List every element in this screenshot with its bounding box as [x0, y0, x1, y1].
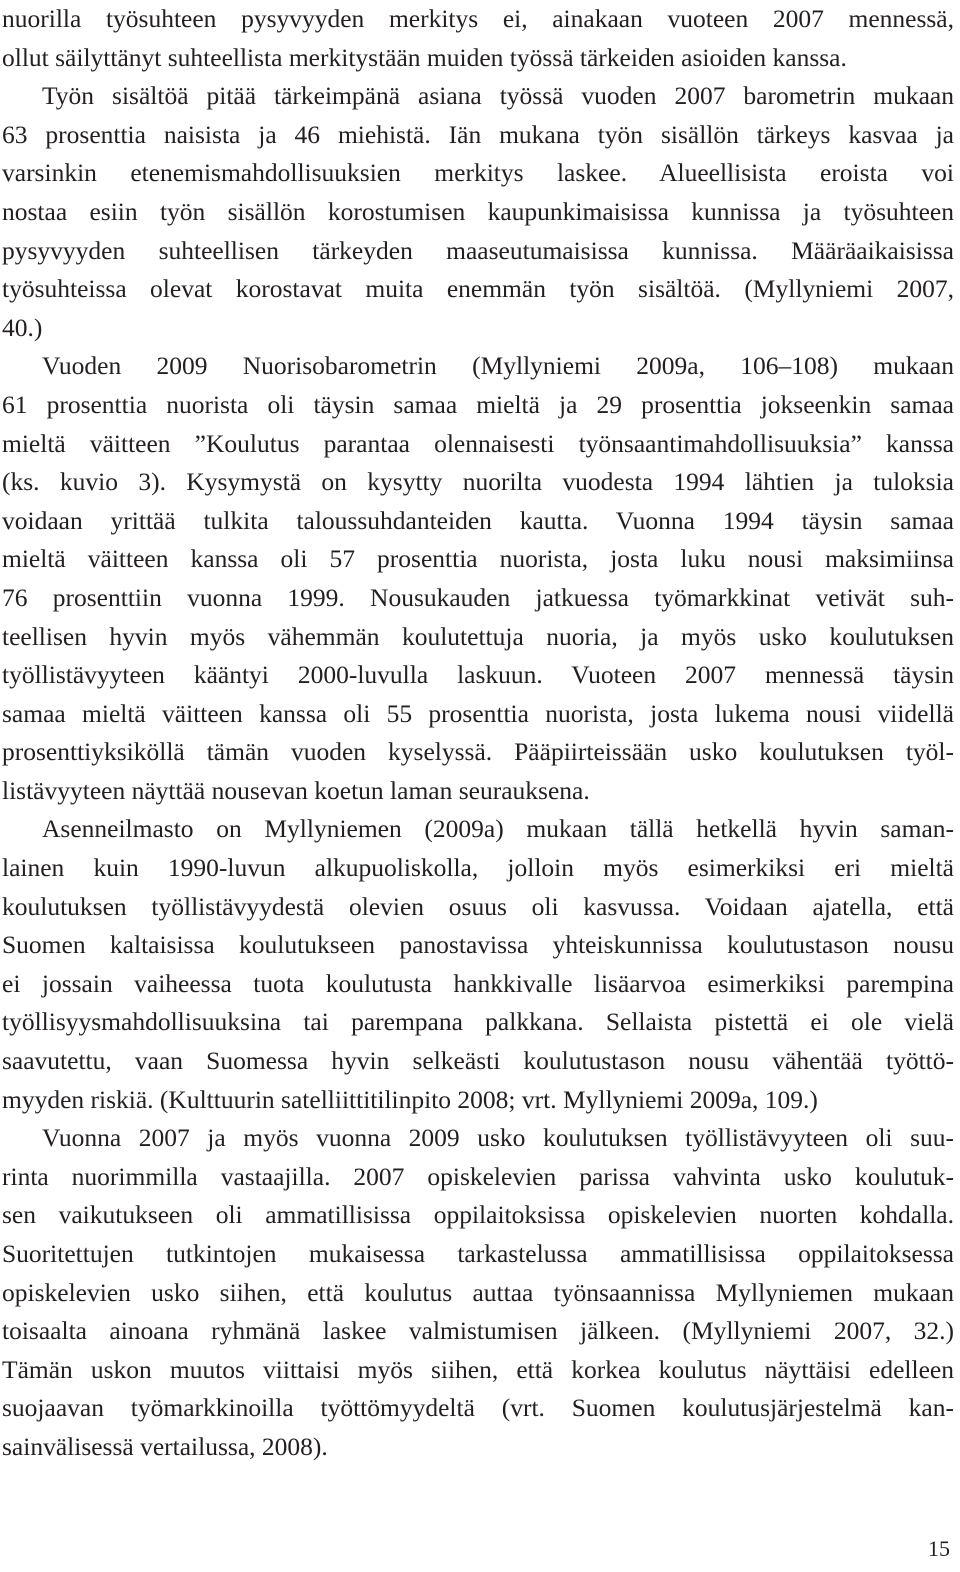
text-line: listävyyteen näyttää nousevan koetun laman seurauksena. — [2, 775, 590, 805]
text-line: 63 prosenttia naisista ja 46 miehistä. Iän mukana työn sisällön tärkeys kasvaa ja — [2, 119, 954, 149]
text-line: 76 prosenttiin vuonna 1999. Nousukauden jatkuessa työmarkkinat vetivät suh- — [2, 582, 954, 612]
paragraph — [2, 347, 954, 810]
text-line: työllistävyyteen kääntyi 2000-luvulla laskuun. Vuoteen 2007 mennessä täysin — [2, 660, 954, 690]
paragraph — [2, 77, 954, 347]
text-line: lainen kuin 1990-luvun alkupuoliskolla, jolloin myös esimerkiksi eri mieltä — [2, 853, 954, 883]
text-line: Vuonna 2007 ja myös vuonna 2009 usko koulutuksen työllistävyyteen oli suu- — [42, 1123, 954, 1153]
text-line: voidaan yrittää tulkita taloussuhdanteiden kautta. Vuonna 1994 täysin samaa — [2, 505, 954, 535]
text-line: mieltä väitteen ”Koulutus parantaa olennaisesti työnsaantimahdollisuuksia” kanssa — [2, 428, 954, 458]
text-line: ollut säilyttänyt suhteellista merkitystään muiden työssä tärkeiden asioiden kanssa. — [2, 42, 847, 72]
text-line: suojaavan työmarkkinoilla työttömyydeltä (vrt. Suomen koulutusjärjestelmä kan- — [2, 1393, 954, 1423]
text-line: sen vaikutukseen oli ammatillisissa oppilaitoksissa opiskelevien nuorten kohdalla. — [2, 1200, 954, 1230]
text-line: Suoritettujen tutkintojen mukaisessa tarkastelussa ammatillisissa oppilaitoksessa — [2, 1239, 954, 1268]
text-line: samaa mieltä väitteen kanssa oli 55 prosenttia nuorista, josta lukema nousi viidellä — [2, 698, 954, 728]
text-line: (ks. kuvio 3). Kysymystä on kysytty nuorilta vuodesta 1994 lähtien ja tuloksia — [2, 467, 954, 497]
text-line: rinta nuorimmilla vastaajilla. 2007 opiskelevien parissa vahvinta usko koulutuk- — [2, 1161, 954, 1191]
text-line: mieltä väitteen kanssa oli 57 prosenttia nuorista, josta luku nousi maksimiinsa — [2, 544, 954, 574]
text-line: teellisen hyvin myös vähemmän koulutettuja nuoria, ja myös usko koulutuksen — [2, 621, 954, 651]
text-line: 40.) — [2, 312, 43, 342]
text-line: pysyvyyden suhteellisen tärkeyden maaseutumaisissa kunnissa. Määräaikaisissa — [2, 235, 954, 265]
text-line: työllisyysmahdollisuuksina tai parempana palkkana. Sellaista pistettä ei ole vielä — [2, 1007, 954, 1037]
text-line: prosenttiyksiköllä tämän vuoden kyselyssä. Pääpiirteissään usko koulutuksen työl- — [2, 737, 954, 767]
text-line: sainvälisessä vertailussa, 2008). — [2, 1431, 328, 1461]
text-line: nostaa esiin työn sisällön korostumisen kaupunkimaisissa kunnissa ja työsuhteen — [2, 196, 954, 226]
text-line: toisaalta ainoana ryhmänä laskee valmistumisen jälkeen. (Myllyniemi 2007, 32.) — [2, 1316, 954, 1346]
paragraph — [2, 0, 954, 77]
text-line: nuorilla työsuhteen pysyvyyden merkitys ei, ainakaan vuoteen 2007 mennessä, — [2, 4, 954, 33]
text-line: Asenneilmasto on Myllyniemen (2009a) mukaan tällä hetkellä hyvin saman- — [42, 814, 954, 844]
document-body — [2, 0, 954, 1467]
text-line: 61 prosenttia nuorista oli täysin samaa mieltä ja 29 prosenttia jokseenkin samaa — [2, 389, 954, 419]
text-line: ei jossain vaiheessa tuota koulutusta hankkivalle lisäarvoa esimerkiksi parempina — [2, 968, 954, 998]
paragraph — [2, 1119, 954, 1466]
text-line: opiskelevien usko siihen, että koulutus auttaa työnsaannissa Myllyniemen mukaan — [2, 1277, 954, 1307]
paragraph — [2, 810, 954, 1119]
text-line: koulutuksen työllistävyydestä olevien osuus oli kasvussa. Voidaan ajatella, että — [2, 891, 954, 921]
text-line: Vuoden 2009 Nuorisobarometrin (Myllyniemi 2009a, 106–108) mukaan — [42, 351, 954, 381]
text-line: Suomen kaltaisissa koulutukseen panostavissa yhteiskunnissa koulutustason nousu — [2, 930, 954, 960]
text-line: myyden riskiä. (Kulttuurin satelliittitilinpito 2008; vrt. Myllyniemi 2009a, 109.) — [2, 1084, 818, 1114]
text-line: Tämän uskon muutos viittaisi myös siihen, että korkea koulutus näyttäisi edelleen — [2, 1354, 954, 1384]
text-line: varsinkin etenemismahdollisuuksien merkitys laskee. Alueellisista eroista voi — [2, 158, 954, 188]
text-line: työsuhteissa olevat korostavat muita enemmän työn sisältöä. (Myllyniemi 2007, — [2, 274, 954, 304]
text-line: Työn sisältöä pitää tärkeimpänä asiana työssä vuoden 2007 barometrin mukaan — [42, 81, 954, 111]
text-line: saavutettu, vaan Suomessa hyvin selkeästi koulutustason nousu vähentää työttö- — [2, 1046, 954, 1076]
page-number: 15 — [928, 1536, 950, 1561]
